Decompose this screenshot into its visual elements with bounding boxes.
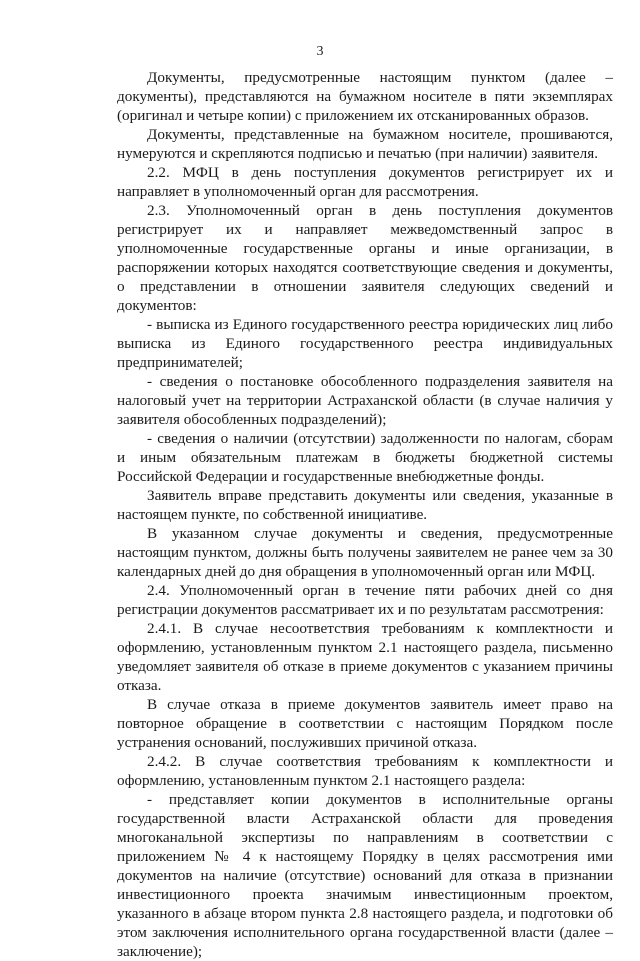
list-item: - представляет копии документов в исполнительные органы государственной власти Астраханской области для проведения многоканальной экспертизы по направлениям в соответствии с приложением № 4 к настоящему Порядку в целях рассмотрения ими документов на наличие (отсутствие) оснований для отказа в признании инвестиционного проекта значимым инвестиционным проектом, указанного в абзаце втором пункта 2.8 настоящего раздела, и подготовки об этом заключения исполнительного органа государственной власти (далее – заключение);: [117, 791, 613, 960]
paragraph: 2.4.1. В случае несоответствия требованиям к комплектности и оформлению, установленным пунктом 2.1 настоящего раздела, письменно уведомляет заявителя об отказе в приеме документов с указанием причины отказа.: [117, 620, 613, 694]
page-number: 3: [316, 44, 324, 59]
document-body: [117, 68, 613, 961]
paragraph: В случае отказа в приеме документов заявитель имеет право на повторное обращение в соответствии с настоящим Порядком после устранения оснований, послуживших причиной отказа.: [117, 696, 613, 751]
paragraph: 2.4.2. В случае соответствия требованиям к комплектности и оформлению, установленным пунктом 2.1 настоящего раздела:: [117, 753, 613, 789]
list-item: - сведения о постановке обособленного подразделения заявителя на налоговый учет на территории Астраханской области (в случае наличия у заявителя обособленных подразделений);: [117, 373, 613, 428]
paragraph: 2.3. Уполномоченный орган в день поступления документов регистрирует их и направляет межведомственный запрос в уполномоченные государственные органы и иные организации, в распоряжении которых находятся соответствующие сведения и документы, о представлении в отношении заявителя следующих сведений и документов:: [117, 202, 613, 314]
paragraph: Документы, представленные на бумажном носителе, прошиваются, нумеруются и скрепляются подписью и печатью (при наличии) заявителя.: [117, 126, 613, 162]
list-item: - выписка из Единого государственного реестра юридических лиц либо выписка из Единого государственного реестра индивидуальных предпринимателей;: [117, 316, 613, 371]
paragraph: Документы, предусмотренные настоящим пунктом (далее – документы), представляются на бумажном носителе в пяти экземплярах (оригинал и четыре копии) с приложением их отсканированных образов.: [117, 69, 613, 124]
paragraph: 2.2. МФЦ в день поступления документов регистрирует их и направляет в уполномоченный орган для рассмотрения.: [117, 164, 613, 200]
list-item: - сведения о наличии (отсутствии) задолженности по налогам, сборам и иным обязательным платежам в бюджеты бюджетной системы Российской Федерации и государственные внебюджетные фонды.: [117, 430, 613, 485]
paragraph: 2.4. Уполномоченный орган в течение пяти рабочих дней со дня регистрации документов рассматривает их и по результатам рассмотрения:: [117, 582, 613, 618]
paragraph: Заявитель вправе представить документы или сведения, указанные в настоящем пункте, по собственной инициативе.: [117, 487, 613, 523]
paragraph: В указанном случае документы и сведения, предусмотренные настоящим пунктом, должны быть получены заявителем не ранее чем за 30 календарных дней до дня обращения в уполномоченный орган или МФЦ.: [117, 525, 613, 580]
